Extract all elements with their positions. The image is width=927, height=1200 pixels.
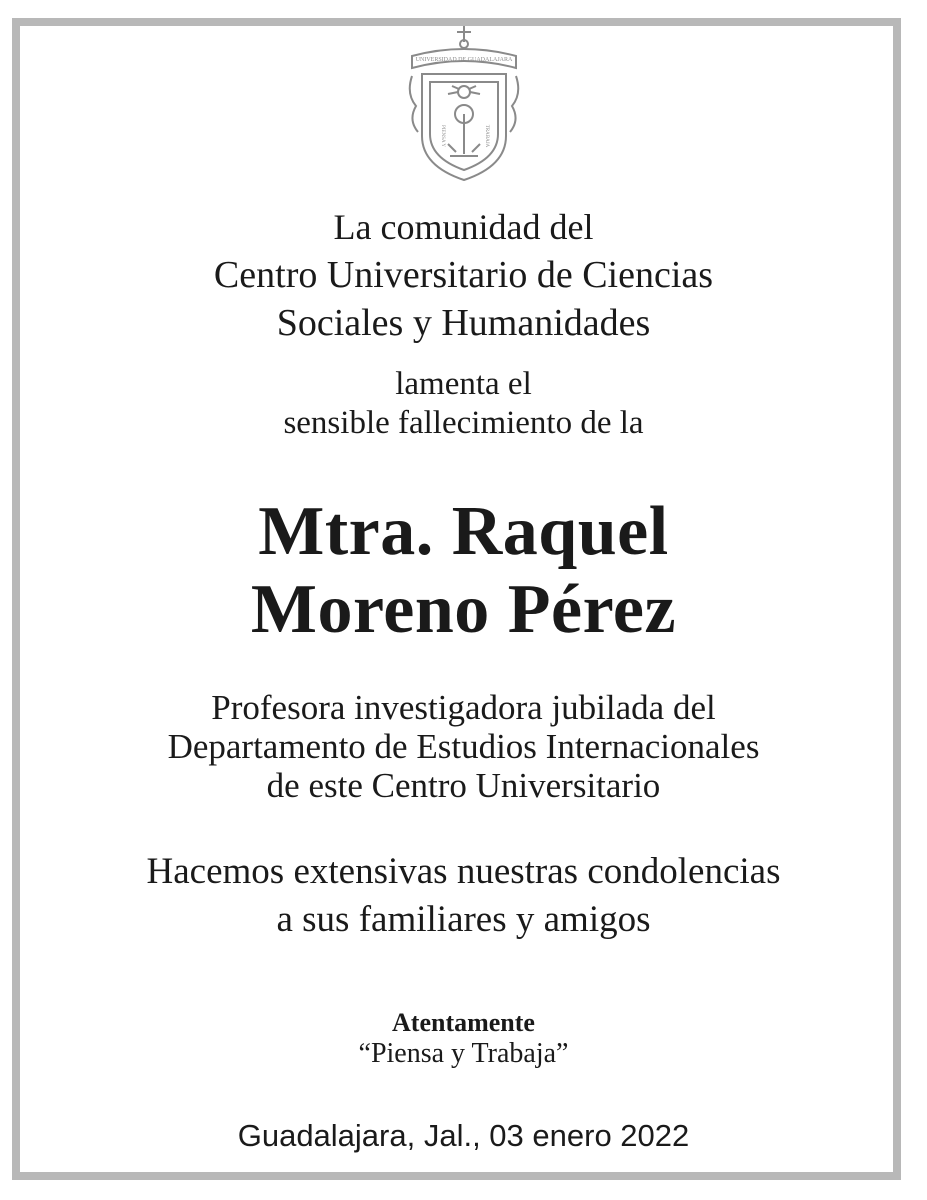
svg-text:PIENSA Y: PIENSA Y xyxy=(439,125,445,147)
date-line: Guadalajara, Jal., 03 enero 2022 xyxy=(237,1118,690,1153)
university-seal-icon xyxy=(404,24,524,184)
description-line-3: de este Centro Universitario xyxy=(266,766,661,805)
deceased-name-line-1: Mtra. Raquel xyxy=(258,493,669,570)
lament-line-1: lamenta el xyxy=(395,366,532,402)
condolences-line-2: a sus familiares y amigos xyxy=(276,899,651,940)
signature-closing: Atentamente xyxy=(392,1008,535,1037)
lament-line-2: sensible fallecimiento de la xyxy=(283,405,644,441)
description-line-1: Profesora investigadora jubilada del xyxy=(211,688,716,727)
svg-text:UNIVERSIDAD DE GUADALAJARA: UNIVERSIDAD DE GUADALAJARA xyxy=(415,57,512,63)
signature-motto: “Piensa y Trabaja” xyxy=(358,1038,569,1069)
deceased-name-line-2: Moreno Pérez xyxy=(250,571,677,648)
condolences-line-1: Hacemos extensivas nuestras condolencias xyxy=(146,851,781,892)
intro-line-2: Centro Universitario de Ciencias xyxy=(213,254,714,296)
description-line-2: Departamento de Estudios Internacionales xyxy=(167,727,760,766)
intro-line-3: Sociales y Humanidades xyxy=(276,302,651,344)
svg-text:TRABAJA: TRABAJA xyxy=(483,124,489,148)
intro-line-1: La comunidad del xyxy=(333,207,594,247)
